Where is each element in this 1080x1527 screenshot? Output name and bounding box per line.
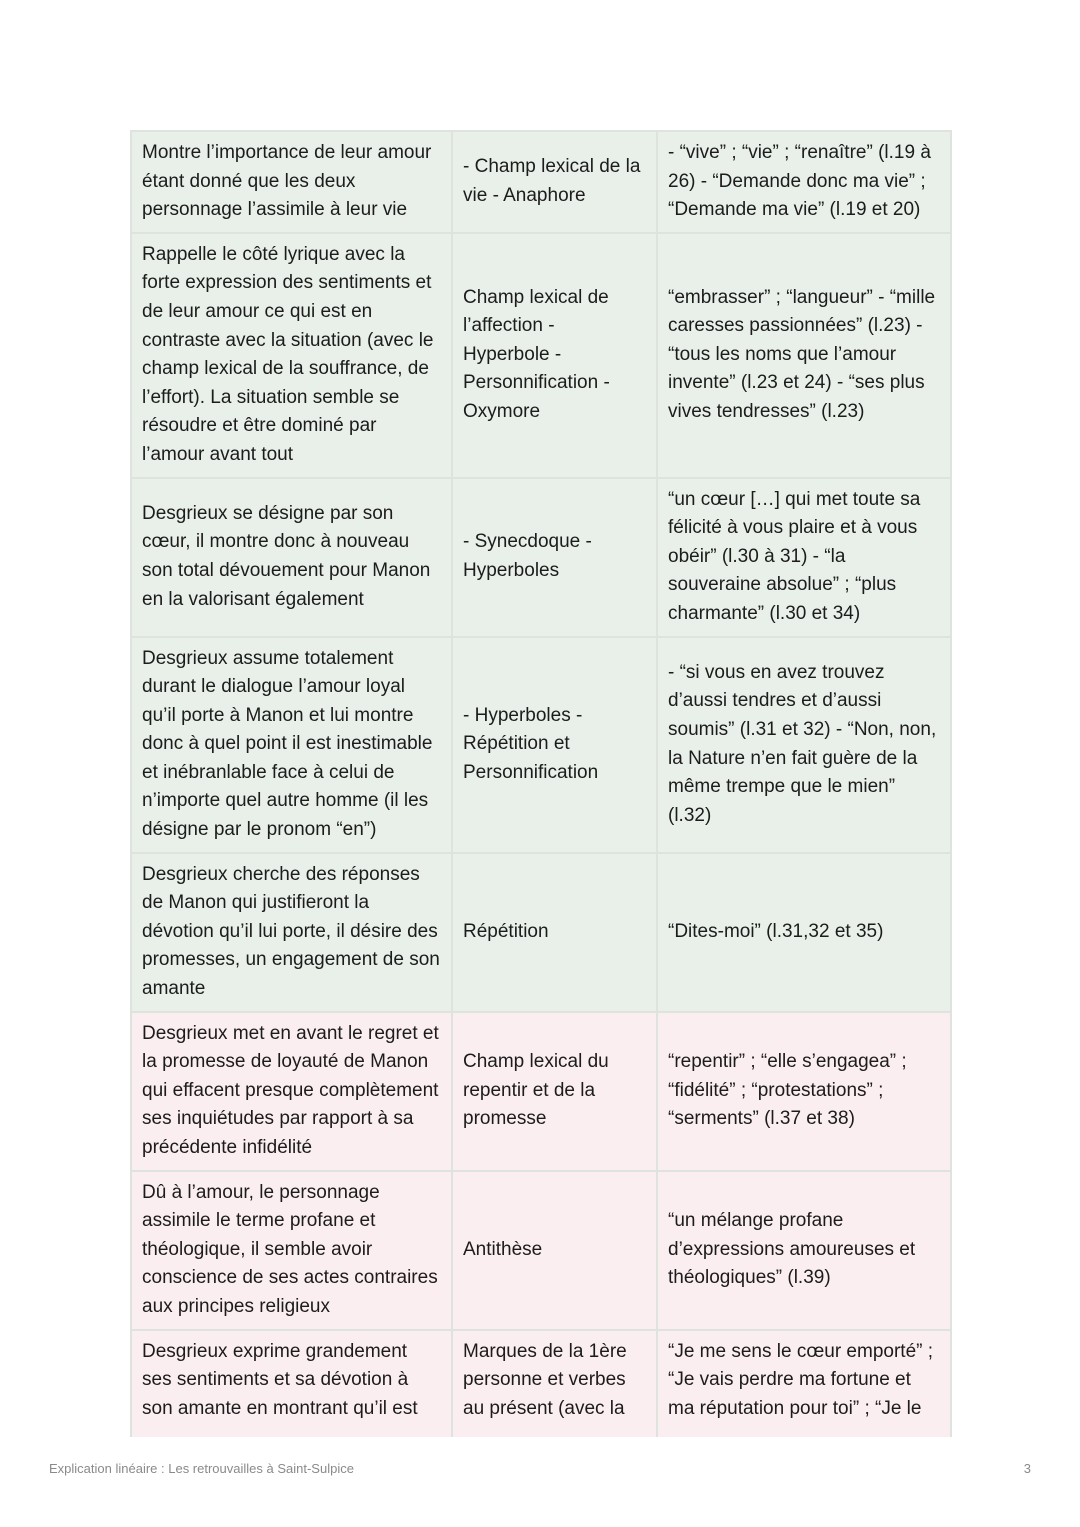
interpretation-cell: Dû à l’amour, le personnage assimile le terme profane et théologique, il semble avoir conscience de ses actes contraires aux principes religieux (131, 1171, 452, 1330)
table-row (131, 1012, 951, 1171)
analysis-table (130, 130, 952, 1437)
procede-cell: Champ lexical de l’affection - Hyperbole - Personnification - Oxymore (452, 233, 657, 478)
table-row (131, 637, 951, 853)
table-row (131, 478, 951, 637)
citation-cell: “Dites-moi” (l.31,32 et 35) (657, 853, 951, 1012)
table-row (131, 1171, 951, 1330)
procede-cell: Marques de la 1ère personne et verbes au présent (avec la (452, 1330, 657, 1438)
interpretation-cell: Desgrieux se désigne par son cœur, il montre donc à nouveau son total dévouement pour Manon en la valorisant également (131, 478, 452, 637)
interpretation-cell: Rappelle le côté lyrique avec la forte expression des sentiments et de leur amour ce qui est en contraste avec la situation (avec le champ lexical de la souffrance, de l’effort). La situation semble se résoudre et être dominé par l’amour avant tout (131, 233, 452, 478)
table-row (131, 853, 951, 1012)
procede-cell: Antithèse (452, 1171, 657, 1330)
citation-cell: “embrasser” ; “langueur” - “mille caresses passionnées” (l.23) - “tous les noms que l’amour invente” (l.23 et 24) - “ses plus vives tendresses” (l.23) (657, 233, 951, 478)
citation-cell: “repentir” ; “elle s’engagea” ; “fidélité” ; “protestations” ; “serments” (l.37 et 38) (657, 1012, 951, 1171)
table-row (131, 1330, 951, 1438)
procede-cell: Répétition (452, 853, 657, 1012)
procede-cell: Champ lexical du repentir et de la promesse (452, 1012, 657, 1171)
citation-cell: “un mélange profane d’expressions amoureuses et théologiques” (l.39) (657, 1171, 951, 1330)
citation-cell: “Je me sens le cœur emporté” ; “Je vais perdre ma fortune et ma réputation pour toi” ; “Je le (657, 1330, 951, 1438)
page-number: 3 (1023, 1461, 1031, 1476)
procede-cell: - Synecdoque - Hyperboles (452, 478, 657, 637)
interpretation-cell: Desgrieux cherche des réponses de Manon qui justifieront la dévotion qu’il lui porte, il désire des promesses, un engagement de son amante (131, 853, 452, 1012)
footer-title: Explication linéaire : Les retrouvailles à Saint-Sulpice (49, 1461, 354, 1476)
interpretation-cell: Montre l’importance de leur amour étant donné que les deux personnage l’assimile à leur vie (131, 131, 452, 233)
procede-cell: - Champ lexical de la vie - Anaphore (452, 131, 657, 233)
procede-cell: - Hyperboles - Répétition et Personnification (452, 637, 657, 853)
interpretation-cell: Desgrieux met en avant le regret et la promesse de loyauté de Manon qui effacent presque complètement ses inquiétudes par rapport à sa précédente infidélité (131, 1012, 452, 1171)
citation-cell: - “vive” ; “vie” ; “renaître” (l.19 à 26) - “Demande donc ma vie” ; “Demande ma vie” (l.19 et 20) (657, 131, 951, 233)
table-row (131, 131, 951, 233)
interpretation-cell: Desgrieux exprime grandement ses sentiments et sa dévotion à son amante en montrant qu’il est (131, 1330, 452, 1438)
citation-cell: - “si vous en avez trouvez d’aussi tendres et d’aussi soumis” (l.31 et 32) - “Non, non, la Nature n’en fait guère de la même trempe que le mien” (l.32) (657, 637, 951, 853)
table-row (131, 233, 951, 478)
citation-cell: “un cœur […] qui met toute sa félicité à vous plaire et à vous obéir” (l.30 à 31) - “la souveraine absolue” ; “plus charmante” (l.30 et 34) (657, 478, 951, 637)
interpretation-cell: Desgrieux assume totalement durant le dialogue l’amour loyal qu’il porte à Manon et lui montre donc à quel point il est inestimable et inébranlable face à celui de n’importe quel autre homme (il les désigne par le pronom “en”) (131, 637, 452, 853)
